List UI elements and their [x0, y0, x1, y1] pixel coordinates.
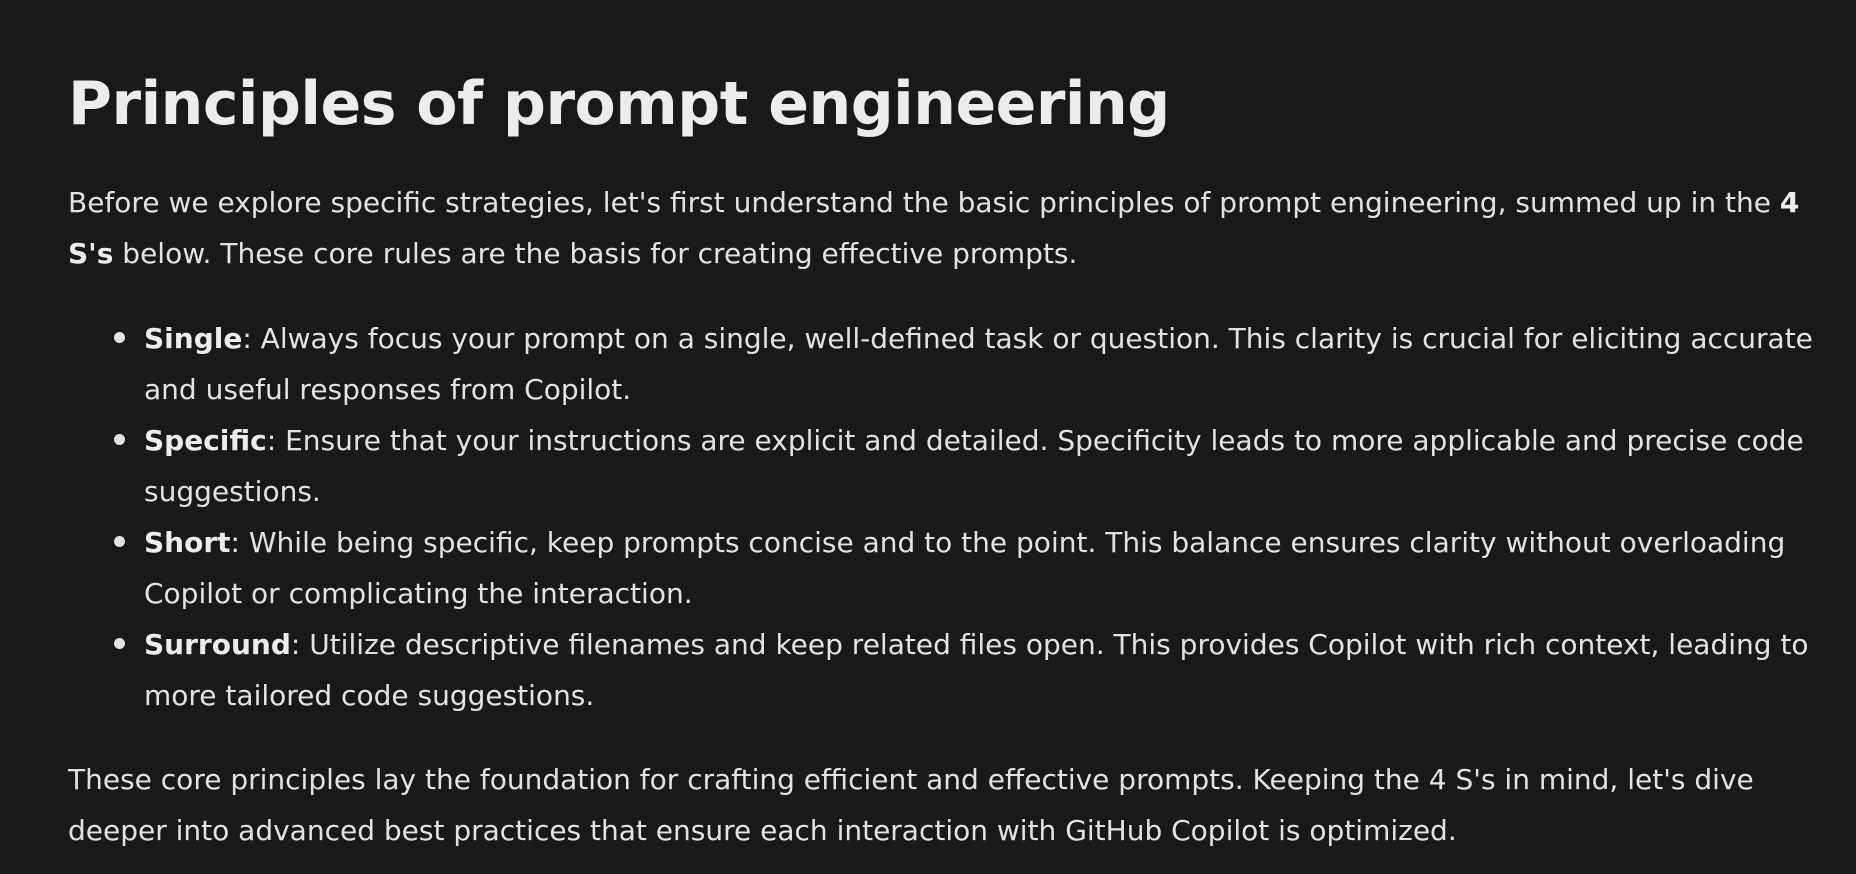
page-title: Principles of prompt engineering [68, 69, 1170, 139]
principles-list [68, 313, 1824, 721]
intro-paragraph [68, 177, 1808, 279]
principle-description: : Ensure that your instructions are explicit and detailed. Specificity leads to more applicable and precise code suggestions. [144, 424, 1804, 508]
principle-term: Specific [144, 424, 267, 457]
list-item-surround [144, 619, 1824, 721]
principle-term: Surround [144, 628, 291, 661]
intro-text-before: Before we explore specific strategies, let's first understand the basic principles of prompt engineering, summed up in the [68, 186, 1780, 219]
principle-term: Single [144, 322, 243, 355]
outro-paragraph: These core principles lay the foundation for crafting efficient and effective prompts. Keeping the 4 S's in mind, let's dive deeper into advanced best practices that ensure each interaction with GitHub Copilot is optimized. [68, 763, 1754, 847]
bullet-icon [114, 536, 125, 547]
bullet-icon [114, 434, 125, 445]
list-item-short [144, 517, 1824, 619]
intro-text-after: below. These core rules are the basis for creating effective prompts. [113, 237, 1078, 270]
list-item-single [144, 313, 1824, 415]
principle-description: : While being specific, keep prompts concise and to the point. This balance ensures clarity without overloading Copilot or complicating the interaction. [144, 526, 1786, 610]
principle-description: : Utilize descriptive filenames and keep related files open. This provides Copilot with rich context, leading to more tailored code suggestions. [144, 628, 1809, 712]
bullet-icon [114, 638, 125, 649]
intro-bold-term: 4 S's [68, 186, 1800, 270]
principle-description: : Always focus your prompt on a single, well-defined task or question. This clarity is crucial for eliciting accurate and useful responses from Copilot. [144, 322, 1813, 406]
list-item-specific [144, 415, 1824, 517]
bullet-icon [114, 332, 125, 343]
principle-term: Short [144, 526, 231, 559]
